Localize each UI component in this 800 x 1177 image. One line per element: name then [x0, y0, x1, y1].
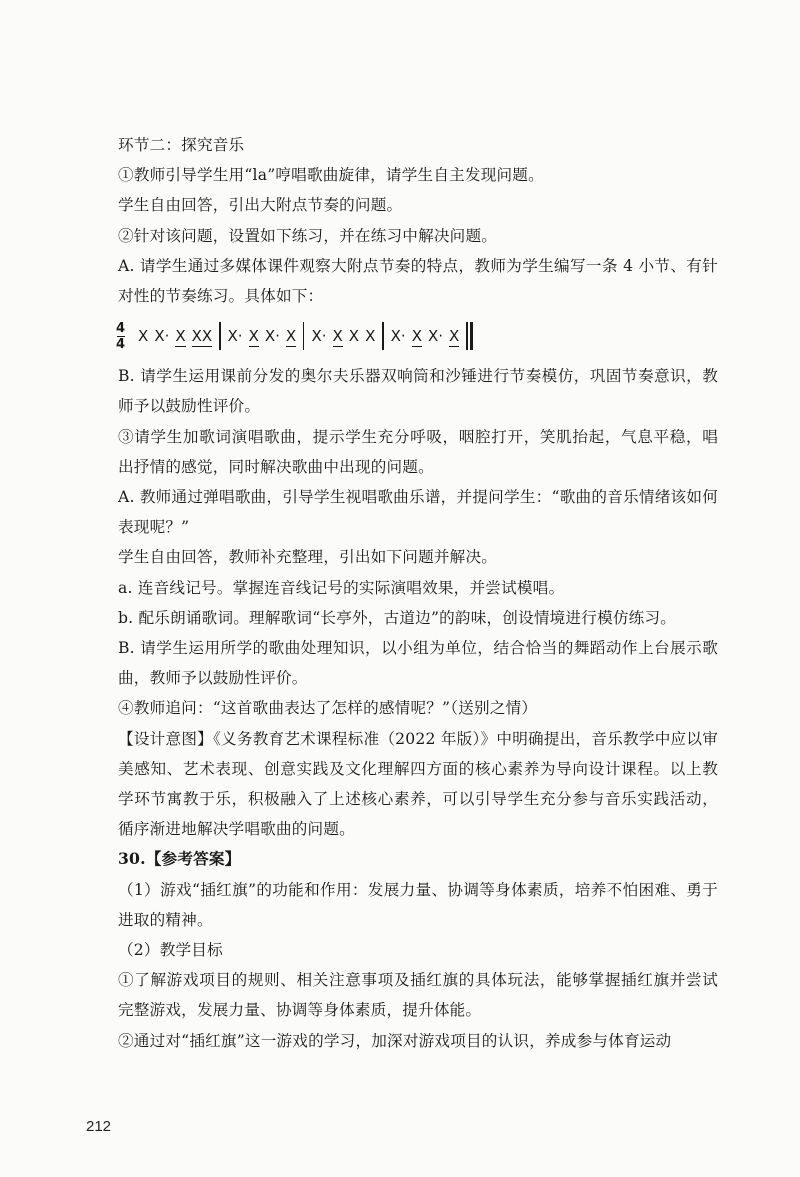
rhythm-note: X [138, 327, 149, 346]
page-content [118, 130, 718, 1056]
rhythm-note: X· [311, 327, 327, 346]
paragraph: 学生自由回答，教师补充整理，引出如下问题并解决。 [118, 548, 498, 567]
rhythm-note: X [285, 327, 297, 346]
paragraph: ③请学生加歌词演唱歌曲，提示学生充分呼吸，咽腔打开，笑肌抬起，气息平稳，唱出抒情的感觉，同时解决歌曲中出现的问题。 [118, 427, 718, 476]
paragraph: （1）游戏“插红旗”的功能和作用：发展力量、协调等身体素质，培养不怕困难、勇于进取的精神。 [118, 880, 718, 929]
paragraph: a. 连音线记号。掌握连音线记号的实际演唱效果，并尝试模唱。 [118, 578, 565, 597]
rhythm-note: X· [154, 327, 170, 346]
rhythm-note: XX [191, 327, 213, 346]
rhythm-note: X· [390, 327, 406, 346]
rhythm-note: X [411, 327, 422, 346]
rhythm-measure [221, 327, 304, 345]
rhythm-note: X [248, 327, 259, 346]
rhythm-note: X [332, 327, 343, 346]
rhythm-measure [384, 327, 467, 345]
rhythm-note: X [348, 327, 360, 346]
paragraph: B. 请学生运用所学的歌曲处理知识，以小组为单位，结合恰当的舞蹈动作上台展示歌曲，教师予以鼓励性评价。 [118, 639, 718, 688]
paragraph-text: A. 请学生通过多媒体课件观察大附点节奏的特点，教师为学生编写一条 4 小节、有针对性的节奏练习。具体如下： [118, 256, 718, 306]
rhythm-note: X· [264, 327, 280, 346]
rhythm-note: X· [427, 327, 444, 346]
paragraph: ①教师引导学生用“la”哼唱歌曲旋律，请学生自主发现问题。 [118, 166, 544, 185]
rhythm-measure [131, 327, 219, 345]
design-intent-paragraph: 【设计意图】《义务教育艺术课程标准（2022 年版）》中明确提出，音乐教学中应以审美感知、艺术表现、创意实践及文化理解四方面的核心素养为导向设计课程。以上教学环节寓教于乐，积极融入了上述核心素养，可以引导学生充分参与音乐实践活动，循序渐进地解决学唱歌曲的问题。 [118, 729, 718, 839]
paragraph: ④教师追问：“这首歌曲表达了怎样的感情呢？”（送别之情） [118, 699, 538, 718]
answer-heading: 30.【参考答案】 [118, 849, 241, 869]
paragraph: 学生自由回答，引出大附点节奏的问题。 [118, 196, 403, 215]
paragraph: A. 教师通过弹唱歌曲，引导学生视唱歌曲乐谱，并提问学生：“歌曲的音乐情绪该如何表现呢？” [118, 488, 718, 537]
page-number: 212 [86, 1118, 112, 1135]
rhythm-exercise [116, 311, 718, 361]
rhythm-note: X [365, 327, 376, 346]
paragraph: ①了解游戏项目的规则、相关注意事项及插红旗的具体玩法，能够掌握插红旗并尝试完整游戏，发展力量、协调等身体素质，提升体能。 [118, 971, 718, 1020]
section-title: 环节二：探究音乐 [118, 136, 245, 154]
rhythm-note: X· [227, 327, 243, 346]
time-signature [116, 322, 125, 351]
paragraph: b. 配乐朗诵歌词。理解歌词“长亭外，古道边”的韵味，创设情境进行模仿练习。 [118, 608, 677, 627]
time-signature-denominator: 4 [116, 336, 126, 352]
paragraph: ②针对该问题，设置如下练习，并在练习中解决问题。 [118, 226, 498, 245]
paragraph: （2）教学目标 [118, 941, 223, 960]
time-signature-numerator: 4 [116, 320, 126, 336]
paragraph [118, 251, 718, 311]
rhythm-note: X [175, 327, 186, 346]
rhythm-measure [304, 327, 382, 345]
rhythm-final-barline [466, 322, 472, 350]
paragraph: B. 请学生运用课前分发的奥尔夫乐器双响筒和沙锤进行节奏模仿，巩固节奏意识，教师予以鼓励性评价。 [118, 367, 718, 416]
paragraph: ②通过对“插红旗”这一游戏的学习，加深对游戏项目的认识，养成参与体育运动 [118, 1031, 672, 1050]
rhythm-note: X [449, 327, 460, 346]
